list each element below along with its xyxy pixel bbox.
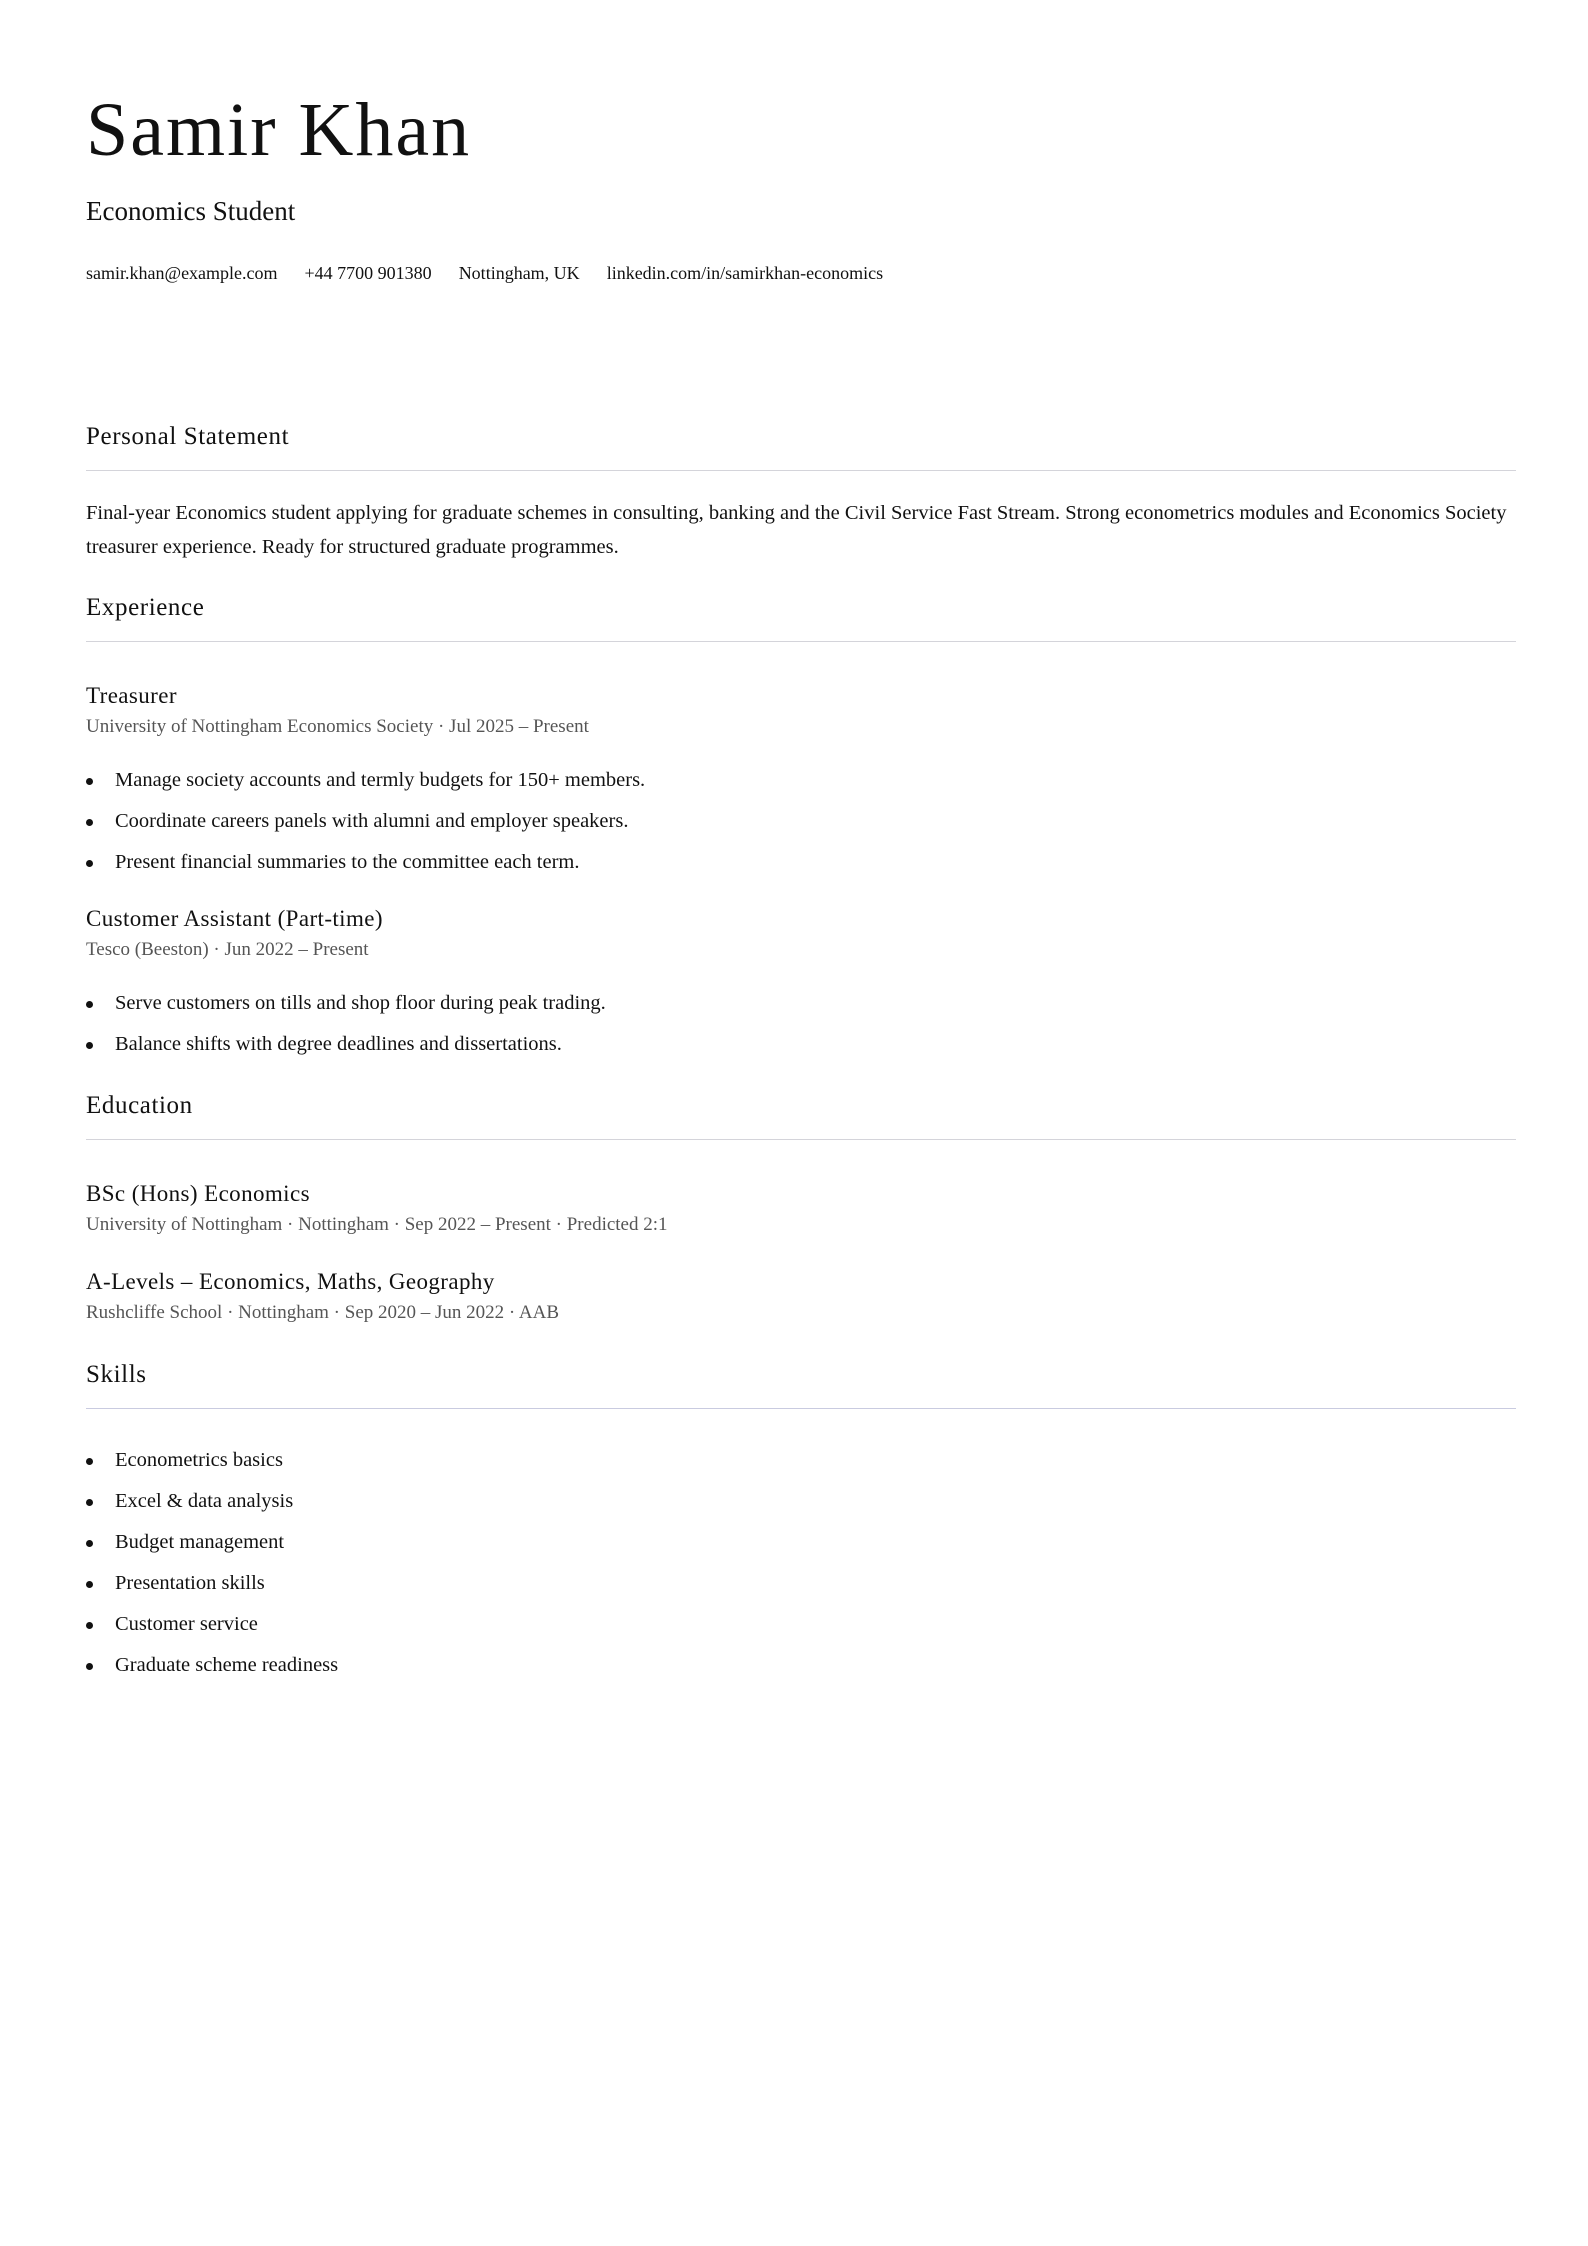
bullet-icon [86,1458,93,1465]
bullet-icon [86,1042,93,1049]
contact-location: Nottingham, UK [458,263,580,283]
skill-text: Presentation skills [115,1572,265,1594]
bullet-icon [86,860,93,867]
bullet-icon [86,1663,93,1670]
skill-text: Customer service [115,1613,258,1635]
bullet-icon [86,778,93,785]
bullet-text: Serve customers on tills and shop floor during peak trading. [115,992,606,1014]
bullet-icon [86,1001,93,1008]
contact-phone[interactable]: +44 7700 901380 [304,263,432,283]
bullet-icon [86,1499,93,1506]
job-title: Customer Assistant (Part-time) [86,906,383,931]
bullet-text: Manage society accounts and termly budgets for 150+ members. [115,769,646,791]
contact-line [86,264,910,282]
job-meta: Tesco (Beeston) · Jun 2022 – Present [86,939,369,960]
bullet-icon [86,1622,93,1629]
candidate-role: Economics Student [86,196,296,226]
section-heading-experience: Experience [86,594,205,621]
education-meta: University of Nottingham · Nottingham · Sep 2022 – Present · Predicted 2:1 [86,1214,668,1235]
bullet-text: Present financial summaries to the committee each term. [115,851,580,873]
section-heading-statement: Personal Statement [86,423,290,450]
skill-text: Econometrics basics [115,1449,283,1471]
education-meta: Rushcliffe School · Nottingham · Sep 2020 – Jun 2022 · AAB [86,1302,560,1323]
skill-text: Graduate scheme readiness [115,1654,339,1676]
section-heading-skills: Skills [86,1361,147,1388]
job-title: Treasurer [86,683,177,708]
personal-statement-text: Final-year Economics student applying for graduate schemes in consulting, banking and the Civil Service Fast Stream. Strong econometrics modules and Economics Society treasurer experience. Ready for structured graduate programmes. [86,502,1507,558]
contact-email[interactable]: samir.khan@example.com [86,263,278,283]
section-divider [86,470,1516,471]
skill-text: Budget management [115,1531,285,1553]
job-meta: University of Nottingham Economics Society · Jul 2025 – Present [86,716,589,737]
bullet-icon [86,1581,93,1588]
candidate-name: Samir Khan [86,88,472,172]
section-divider [86,641,1516,642]
skill-text: Excel & data analysis [115,1490,294,1512]
section-heading-education: Education [86,1092,193,1119]
education-title: BSc (Hons) Economics [86,1181,310,1206]
bullet-icon [86,1540,93,1547]
bullet-text: Balance shifts with degree deadlines and dissertations. [115,1033,562,1055]
bullet-text: Coordinate careers panels with alumni and employer speakers. [115,810,629,832]
section-divider [86,1408,1516,1409]
education-title: A-Levels – Economics, Maths, Geography [86,1269,495,1294]
section-divider [86,1139,1516,1140]
bullet-icon [86,819,93,826]
contact-linkedin[interactable]: linkedin.com/in/samirkhan-economics [606,263,884,283]
